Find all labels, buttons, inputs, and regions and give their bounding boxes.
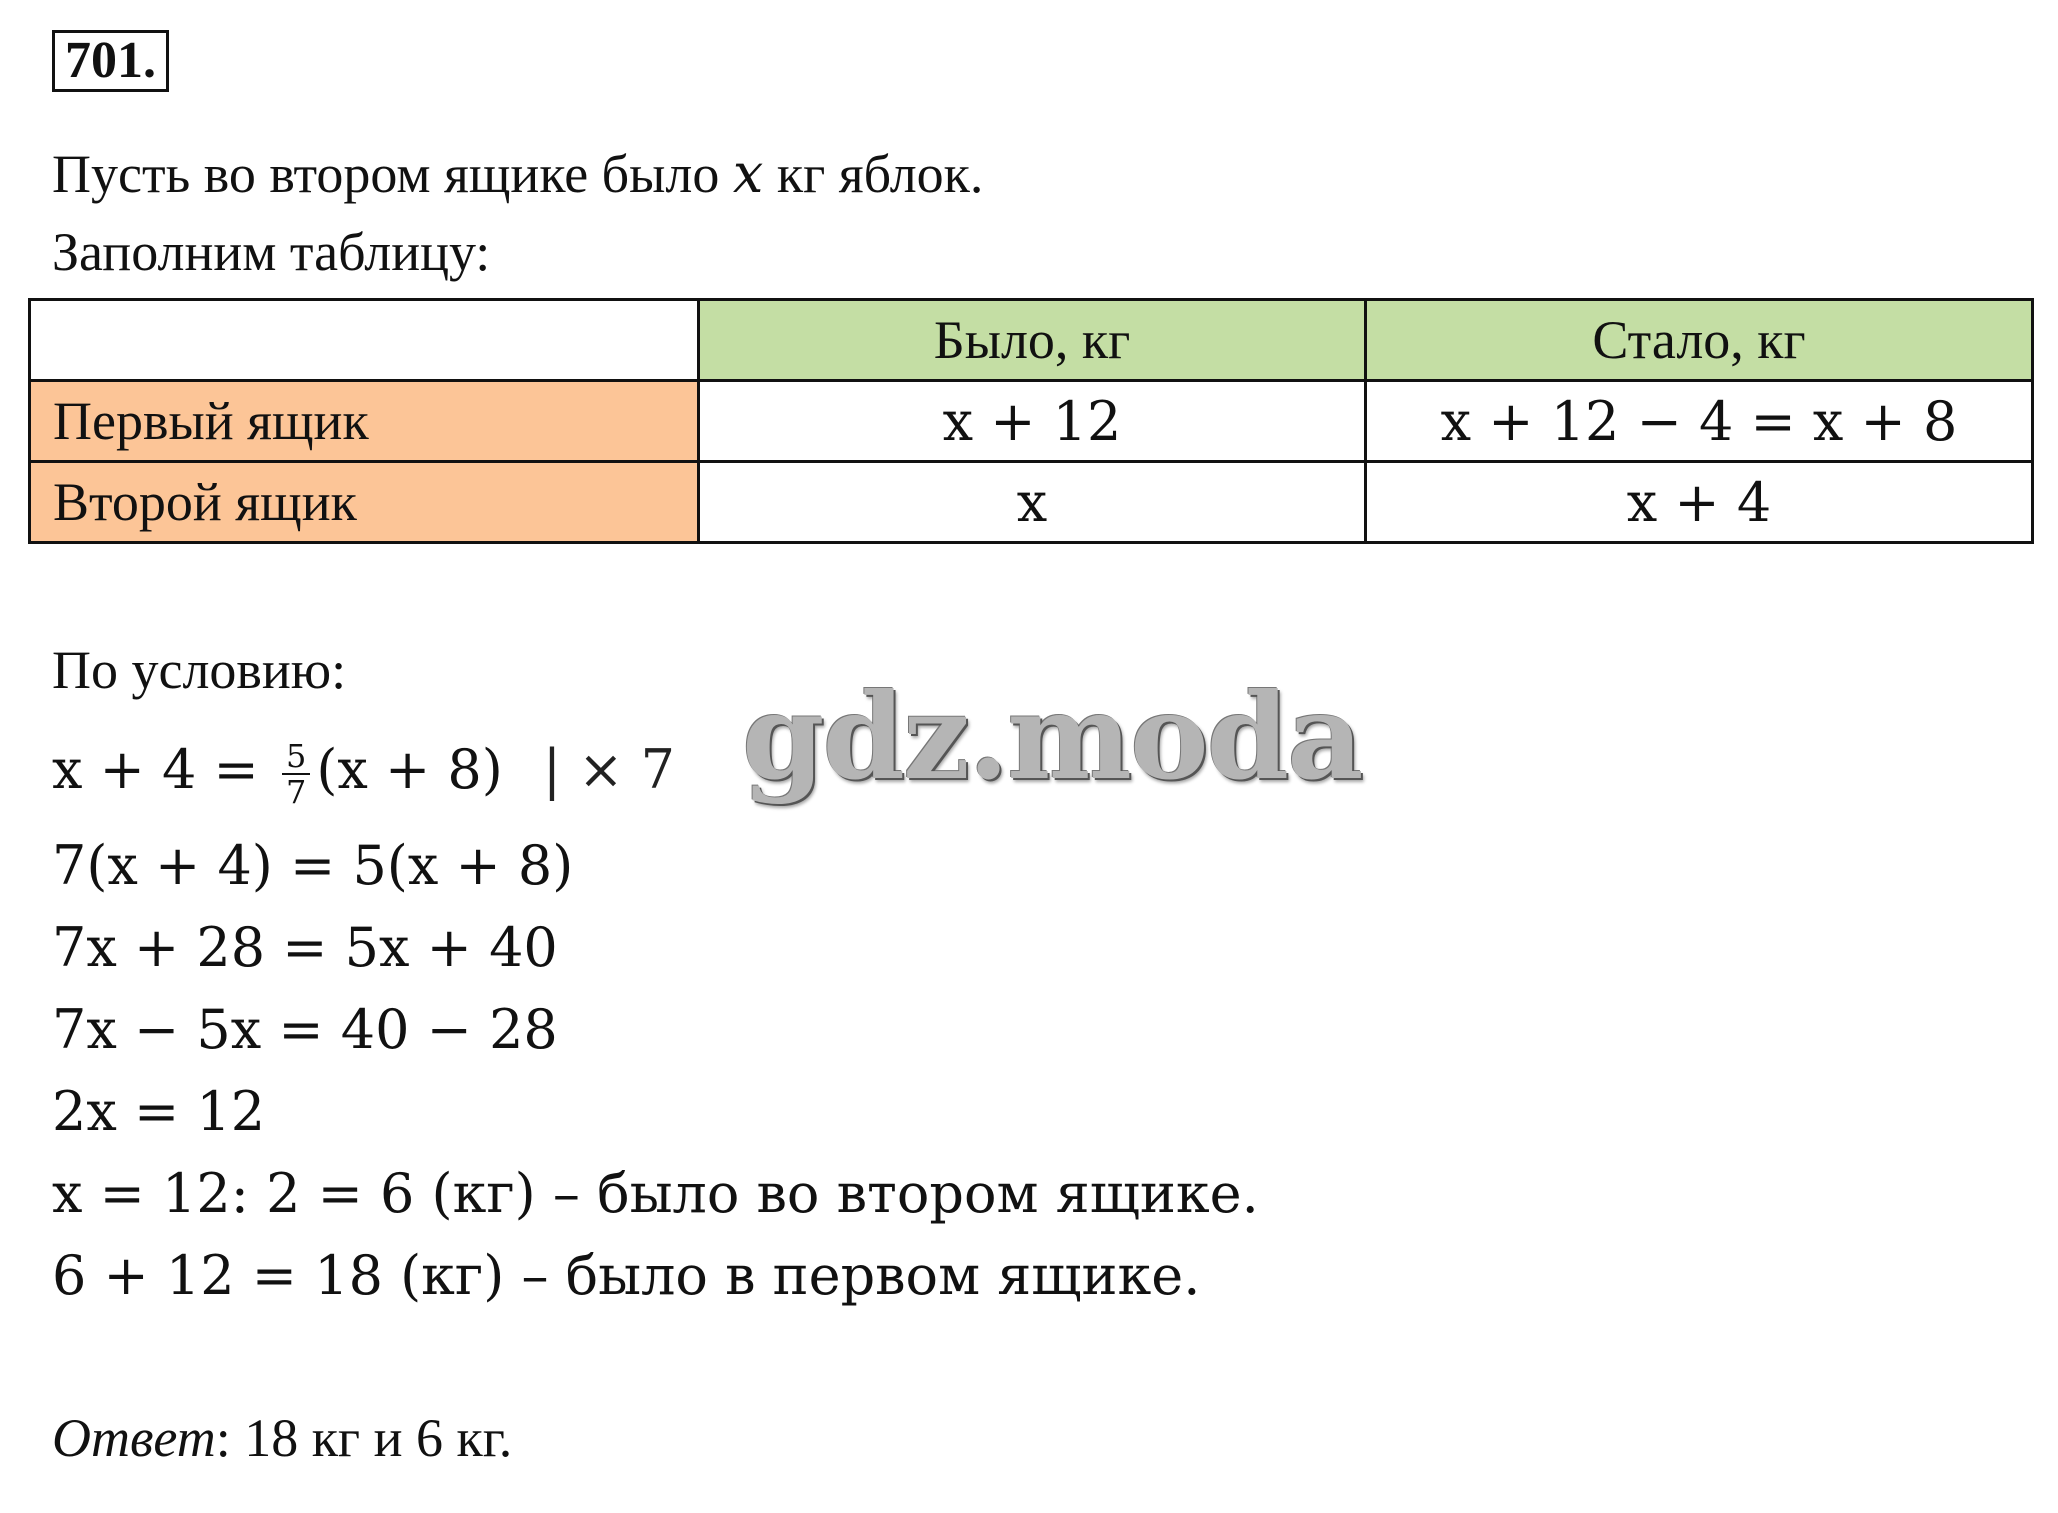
condition-label: По условию: [52,640,347,700]
equation-left: x + 4 = [52,738,276,801]
data-table [28,298,2034,544]
table-header-row [30,300,2033,381]
table-cell-after: x + 4 [1366,462,2033,543]
table-cell-before: x [699,462,1366,543]
equation-multiplier: | × 7 [542,738,675,801]
answer-text: : 18 кг и 6 кг. [215,1408,513,1468]
equation-with-fraction [52,728,675,812]
table-cell-before: x + 12 [699,381,1366,462]
equation-right: (x + 8) [316,738,503,801]
answer-line [52,1406,512,1470]
problem-number: 701. [52,30,169,92]
solution-step: 7x + 28 = 5x + 40 [52,916,558,979]
table-row-label: Второй ящик [30,462,699,543]
solution-step: x = 12: 2 = 6 (кг) – было во втором ящике. [52,1162,1259,1225]
table-row [30,462,2033,543]
intro-line-2: Заполним таблицу: [52,222,491,282]
table-cell-after: x + 12 − 4 = x + 8 [1366,381,2033,462]
table-header-after: Стало, кг [1366,300,2033,381]
answer-label: Ответ [52,1408,216,1468]
watermark: gdz.moda [742,667,1362,806]
fraction-numerator: 5 [282,739,310,775]
intro-variable: x [732,142,764,205]
solution-step: 6 + 12 = 18 (кг) – было в первом ящике. [52,1244,1201,1307]
intro-line-1 [52,142,983,206]
intro-line-1-prefix: Пусть во втором ящике было [52,144,733,204]
table-header-before: Было, кг [699,300,1366,381]
intro-line-1-suffix: кг яблок. [763,144,984,204]
fraction-denominator: 7 [285,773,307,811]
solution-step: 7(x + 4) = 5(x + 8) [52,834,574,897]
table-row [30,381,2033,462]
solution-step: 2x = 12 [52,1080,266,1143]
solution-step: 7x − 5x = 40 − 28 [52,998,558,1061]
table-row-label: Первый ящик [30,381,699,462]
fraction [282,739,310,809]
table-header-empty [30,300,699,381]
